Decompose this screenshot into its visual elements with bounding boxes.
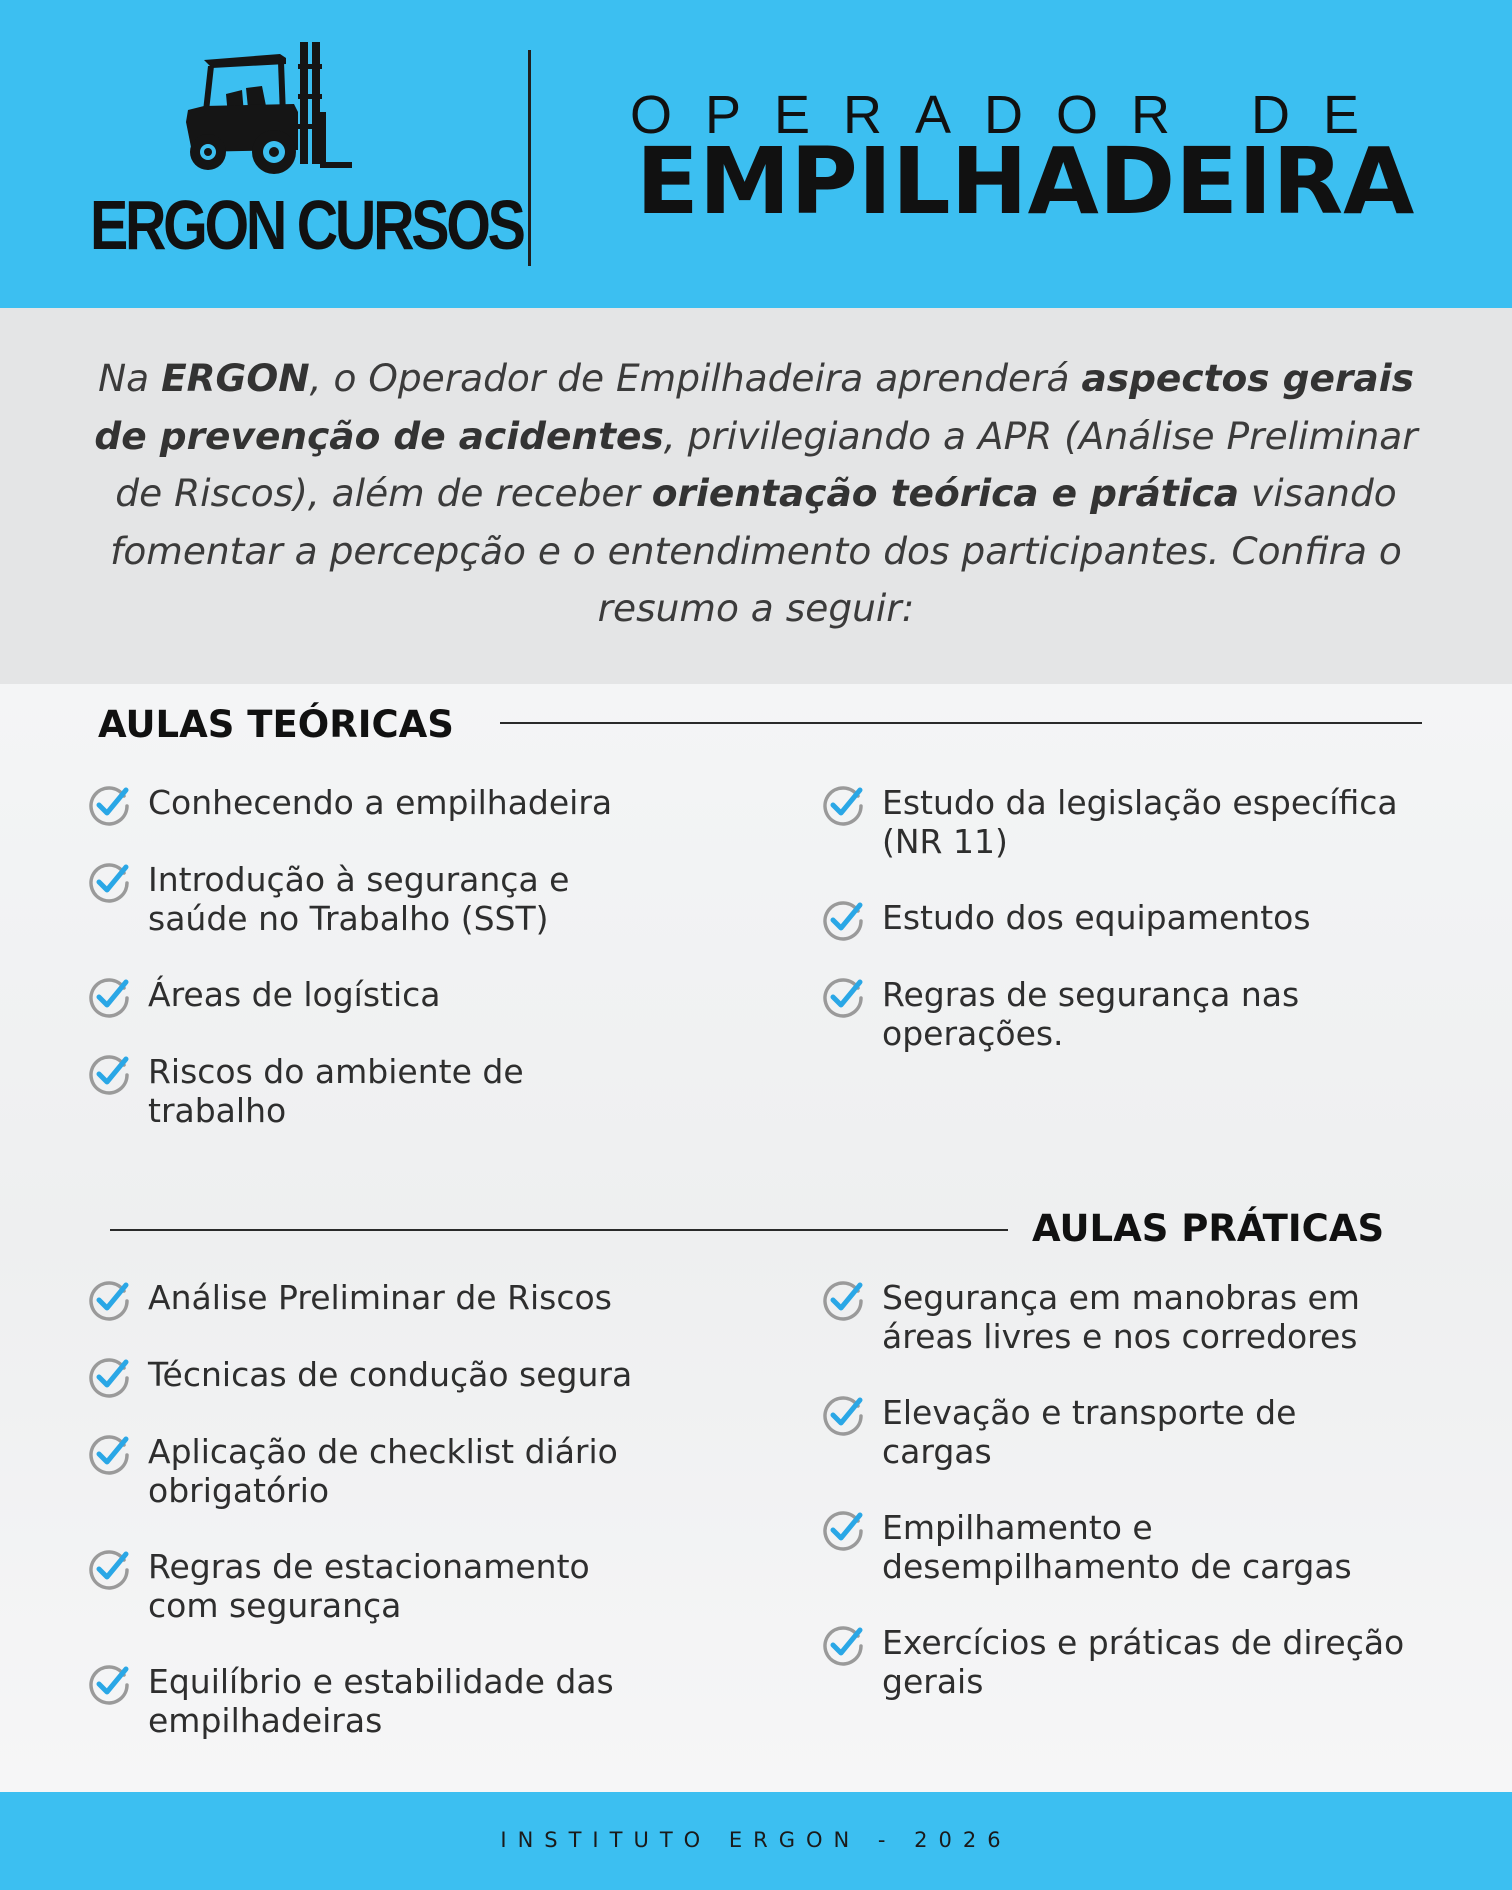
item-text: Empilhamento e desempilhamento de cargas bbox=[882, 1508, 1352, 1586]
footer-banner bbox=[0, 1792, 1512, 1890]
item-text: Exercícios e práticas de direção gerais bbox=[882, 1623, 1405, 1701]
check-circle-icon bbox=[820, 1622, 866, 1668]
item-text: Regras de estacionamento com segurança bbox=[148, 1547, 590, 1625]
list-item bbox=[86, 1433, 706, 1510]
item-text: Estudo dos equipamentos bbox=[882, 898, 1311, 937]
intro-bold-1: ERGON bbox=[161, 356, 310, 400]
check-circle-icon bbox=[820, 1507, 866, 1553]
list-item bbox=[820, 1394, 1440, 1471]
brand-logo bbox=[90, 42, 523, 267]
forklift-icon bbox=[182, 42, 352, 182]
intro-text-4: visando fomentar a percepção e o entendimento dos participantes. Confira o resumo a seguir: bbox=[110, 471, 1402, 631]
intro-text-1: Na bbox=[98, 356, 162, 400]
section-rule-teoricas bbox=[500, 722, 1422, 724]
intro-text-3: , privilegiando a APR (Análise Preliminar de Riscos), além de receber bbox=[115, 413, 1418, 516]
list-item bbox=[86, 1548, 706, 1625]
list-item bbox=[820, 899, 1440, 943]
check-circle-icon bbox=[820, 974, 866, 1020]
list-item bbox=[820, 784, 1440, 861]
item-text: Segurança em manobras em áreas livres e nos corredores bbox=[882, 1278, 1360, 1356]
check-circle-icon bbox=[86, 1277, 132, 1323]
list-item bbox=[86, 1663, 706, 1740]
item-text: Equilíbrio e estabilidade das empilhadeiras bbox=[148, 1662, 614, 1740]
list-item bbox=[86, 784, 666, 828]
list-item bbox=[86, 1356, 706, 1400]
item-text: Conhecendo a empilhadeira bbox=[148, 783, 613, 822]
page-title: EMPILHADEIRA bbox=[636, 128, 1415, 235]
check-circle-icon bbox=[86, 1051, 132, 1097]
check-circle-icon bbox=[820, 782, 866, 828]
item-text: Elevação e transporte de cargas bbox=[882, 1393, 1297, 1471]
list-item bbox=[820, 1509, 1440, 1586]
list-item bbox=[820, 1279, 1440, 1356]
item-text: Técnicas de condução segura bbox=[148, 1355, 633, 1394]
list-item bbox=[820, 1624, 1440, 1701]
item-text: Análise Preliminar de Riscos bbox=[148, 1278, 612, 1317]
list-item bbox=[86, 1279, 706, 1323]
check-circle-icon bbox=[820, 1392, 866, 1438]
check-circle-icon bbox=[820, 897, 866, 943]
check-circle-icon bbox=[86, 859, 132, 905]
header-divider bbox=[528, 50, 531, 266]
check-circle-icon bbox=[820, 1277, 866, 1323]
intro-band bbox=[0, 308, 1512, 684]
footer-text: INSTITUTO ERGON - 2026 bbox=[500, 1828, 1012, 1852]
list-item bbox=[86, 861, 666, 938]
header-banner bbox=[0, 0, 1512, 308]
intro-bold-3: orientação teórica e prática bbox=[651, 471, 1240, 516]
check-circle-icon bbox=[86, 1546, 132, 1592]
intro-text-2: , o Operador de Empilhadeira aprenderá bbox=[309, 356, 1082, 400]
item-text: Introdução à segurança e saúde no Trabalho (SST) bbox=[148, 860, 570, 938]
title-top: OPERADOR DE bbox=[630, 85, 1393, 145]
course-content bbox=[0, 684, 1512, 1792]
section-rule-praticas bbox=[110, 1229, 1008, 1231]
check-circle-icon bbox=[86, 974, 132, 1020]
section-title-praticas: AULAS PRÁTICAS bbox=[1032, 1207, 1385, 1250]
list-item bbox=[86, 976, 666, 1020]
check-circle-icon bbox=[86, 782, 132, 828]
intro-bold-2: aspectos gerais de prevenção de acidentes bbox=[94, 356, 1414, 458]
intro-paragraph bbox=[90, 350, 1422, 638]
section-title-teoricas: AULAS TEÓRICAS bbox=[98, 703, 454, 746]
check-circle-icon bbox=[86, 1661, 132, 1707]
item-text: Regras de segurança nas operações. bbox=[882, 975, 1300, 1053]
list-item bbox=[820, 976, 1440, 1053]
list-item bbox=[86, 1053, 666, 1130]
check-circle-icon bbox=[86, 1354, 132, 1400]
item-text: Estudo da legislação específica (NR 11) bbox=[882, 783, 1398, 861]
item-text: Aplicação de checklist diário obrigatório bbox=[148, 1432, 618, 1510]
brand-name: ERGON CURSOS bbox=[90, 186, 523, 264]
check-circle-icon bbox=[86, 1431, 132, 1477]
item-text: Riscos do ambiente de trabalho bbox=[148, 1052, 524, 1130]
item-text: Áreas de logística bbox=[148, 975, 441, 1014]
